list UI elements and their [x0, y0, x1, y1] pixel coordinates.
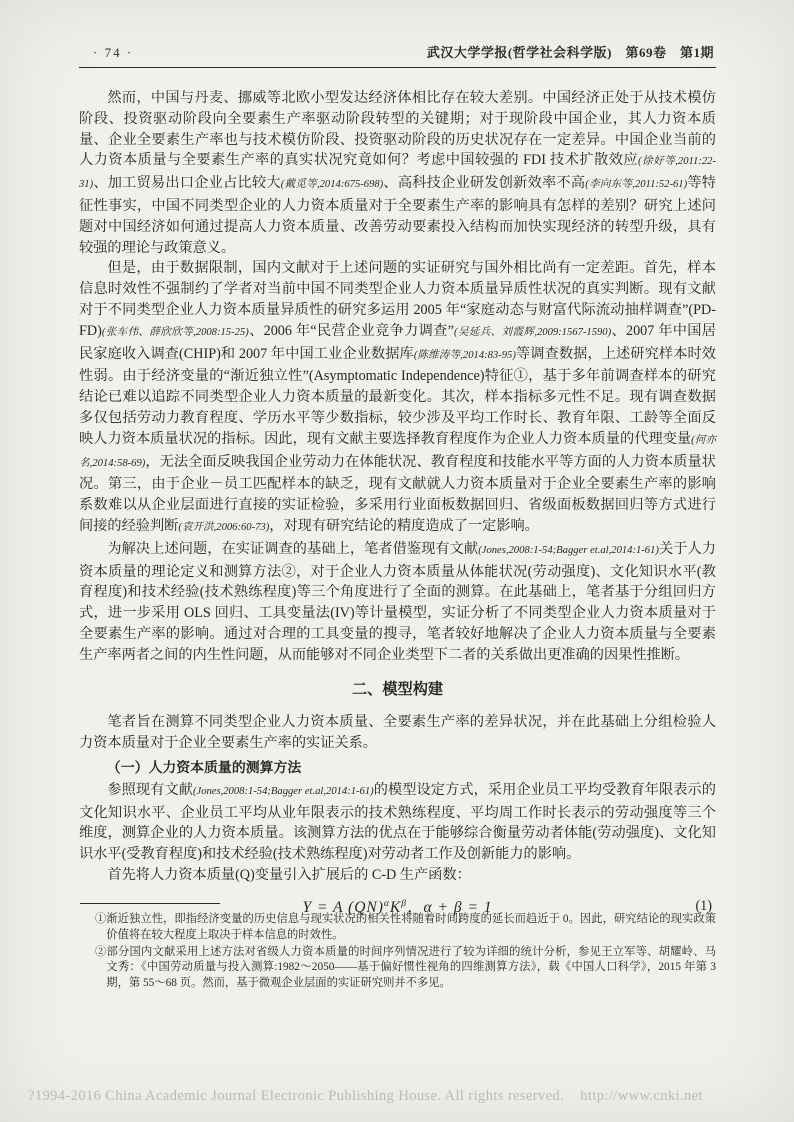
text-segment: Y = A (QN) — [302, 898, 384, 916]
section-heading: 二、模型构建 — [351, 680, 444, 698]
text-segment: 笔者旨在测算不同类型企业人力资本质量、全要素生产率的差异状况，并在此基础上分组检验人力资本质量对于企业全要素生产率的实证关系。 — [79, 714, 716, 752]
subsection-heading: （一）人力资本质量的测算方法 — [106, 758, 302, 775]
section-paragraph-1 — [79, 712, 716, 754]
intro-paragraph-2 — [79, 258, 716, 538]
intro-paragraph-3 — [79, 539, 716, 666]
text-segment: 但是，由于数据限制，国内文献对于上述问题的实证研究与国外相比尚有一定差距。首先，样本信息时效性不强制约了学者对当前中国不同类型企业人力资本质量异质性状况的真实判断。现有文献对于不同类型企业人力资本质量异质性的研究多运用 2005 年“家庭动态与财富代际流动抽样调查”(PD-FD) — [79, 260, 716, 339]
text-segment: 的模型设定方式，采用企业员工平均受教育年限表示的文化知识水平、企业员工平均从业年限表示的技术熟练程度、平均周工作时长表示的劳动强度等三个维度，测算企业的人力资本质量。该测算方法的优点在于能够综合衡量劳动者体能(劳动强度)、文化知识水平(受教育程度)和技术经验(技术熟练程度)对劳动者工作及创新能力的影响。 — [79, 781, 716, 863]
text-segment: 关于人力资本质量的理论定义和测算方法②，对于企业人力资本质量从体能状况(劳动强度)、文化知识水平(教育程度)和技术经验(技术熟练程度)等三个角度进行了全面的测算。在此基础上，笔者基于分组回归方式，进一步采用 OLS 回归、工具变量法(IV)等计量模型，实证分析了不同类型企业人力资本质量对于全要素生产率的影响。通过对合理的工具变量的搜寻，笔者较好地解决了企业人力资本质量与全要素生产率两者之间的内生性问题，从而能够对不同企业类型下二者的关系做出更准确的因果性推断。 — [79, 540, 716, 663]
cnki-watermark: ?1994-2016 China Academic Journal Electronic Publishing House. All rights reserved. http://www.cnki.net — [28, 1088, 703, 1104]
intro-paragraph-1 — [79, 88, 716, 258]
text-segment: 、高科技企业研发创新效率不高 — [383, 175, 586, 192]
inline-citation: (陈维涛等,2014:83-95) — [413, 349, 516, 361]
text-segment: 、2006 年“民营企业竞争力调查” — [248, 322, 454, 339]
text-segment: 首先将人力资本质量(Q)变量引入扩展后的 C-D 生产函数： — [107, 866, 471, 883]
page-content — [79, 42, 716, 919]
inline-citation: (袁开洪,2006:60-73) — [178, 521, 270, 533]
inline-citation: (戴觅等,2014:675-698) — [280, 179, 384, 191]
text-segment: ，无法全面反映我国企业劳动力在体能状况、教育程度和技能水平等方面的人力资本质量状况。第三，由于企业－员工匹配样本的缺乏，现有文献就人力资本质量对于企业全要素生产率的影响系数难以从企业层面进行直接的实证检验，多采用行业面板数据回归、省级面板数据回归等方式进行间接的经验判断 — [79, 453, 716, 534]
text-segment: 、加工贸易出口企业占比较大 — [93, 175, 281, 192]
text-segment: 然而，中国与丹麦、挪威等北欧小型发达经济体相比存在较大差别。中国经济正处于从技术模仿阶段、投资驱动阶段向全要素生产率驱动阶段转型的关键期；对于现阶段中国企业，其人力资本质量、企业全要素生产率也与技术模仿阶段、投资驱动阶段的历史状况存在一定差异。中国企业当前的人力资本质量与全要素生产率的真实状况究竟如何？考虑中国较强的 FDI 技术扩散效应 — [79, 90, 716, 169]
article-body — [79, 88, 716, 919]
footnote-block — [79, 903, 716, 993]
page-number: · 74 · — [93, 45, 134, 60]
inline-citation: (徐好等,2011:22-31) — [79, 156, 716, 191]
equation-number: (1) — [695, 897, 712, 914]
text-segment: ，对现有研究结论的精度造成了一定影响。 — [269, 517, 539, 534]
section-paragraph-3 — [79, 865, 716, 886]
running-header — [79, 42, 716, 67]
header-rule — [79, 67, 716, 68]
text-segment: 等调查数据，上述研究样本时效性弱。由于经济变量的“渐近独立性”(Asymptomatic Independence)特征①，基于多年前调查样本的研究结论已难以追踪不同类型企业人力资本质量的最新变化。其次，样本指标多元性不足。现有调查数据多仅包括劳动力教育程度、学历水平等少数指标，较少涉及平均工作时长、教育年限、工龄等全面反映人力资本质量状况的指标。因此，现有文献主要选择教育程度作为企业人力资本质量的代理变量 — [79, 345, 716, 447]
inline-citation: (Jones,2008:1-54;Bagger et.al,2014:1-61) — [192, 785, 374, 797]
journal-title: 武汉大学学报(哲学社会科学版) 第69卷 第1期 — [426, 45, 714, 60]
footnote-2: ②部分国内文献采用上述方法对省级人力资本质量的时间序列情况进行了较为详细的统计分析，参见王立军等、胡耀岭、马文秀：《中国劳动质量与投入测算:1982～2050——基于偏好惯性视角的四维测算方法》，载《中国人口科学》，2015 年第 3 期，第 55～68 页。然而，基于微观企业层面的实证研究则并不多见。 — [95, 945, 716, 990]
text-segment: 为解决上述问题，在实证调查的基础上，笔者借鉴现有文献 — [107, 540, 479, 557]
text-segment: 、2007 年中国居民家庭收入调查(CHIP)和 2007 年中国工业企业数据库 — [79, 322, 716, 362]
text-segment: ，α + β = 1 — [407, 898, 493, 916]
text-segment: β — [401, 898, 407, 909]
section-paragraph-2 — [79, 780, 716, 865]
inline-citation: (吴延兵、刘霞辉,2009:1567-1590) — [453, 326, 612, 338]
text-segment: K — [389, 898, 402, 916]
footnote-1: ①渐近独立性，即指经济变量的历史信息与现实状况的相关性将随着时间跨度的延长而趋近于 0。因此，研究结论的现实政策价值将在较大程度上取决于样本信息的时效性。 — [95, 913, 716, 941]
inline-citation: (李向东等,2011:52-61) — [585, 179, 688, 191]
text-segment: 等特征性事实，中国不同类型企业的人力资本质量对于全要素生产率的影响具有怎样的差别？研究上述问题对中国经济如何通过提高人力资本质量、改善劳动要素投入结构而加快实现经济的转型升级，具有较强的理论与政策意义。 — [79, 175, 716, 256]
inline-citation: (何亦名,2014:58-69) — [79, 434, 716, 469]
footnote-divider — [80, 903, 220, 904]
inline-citation: (张车伟、薛欣欣等,2008:15-25) — [101, 326, 249, 338]
text-segment: 参照现有文献 — [107, 781, 193, 798]
text-segment: α — [383, 898, 390, 909]
inline-citation: (Jones,2008:1-54;Bagger et.al,2014:1-61) — [478, 544, 659, 556]
